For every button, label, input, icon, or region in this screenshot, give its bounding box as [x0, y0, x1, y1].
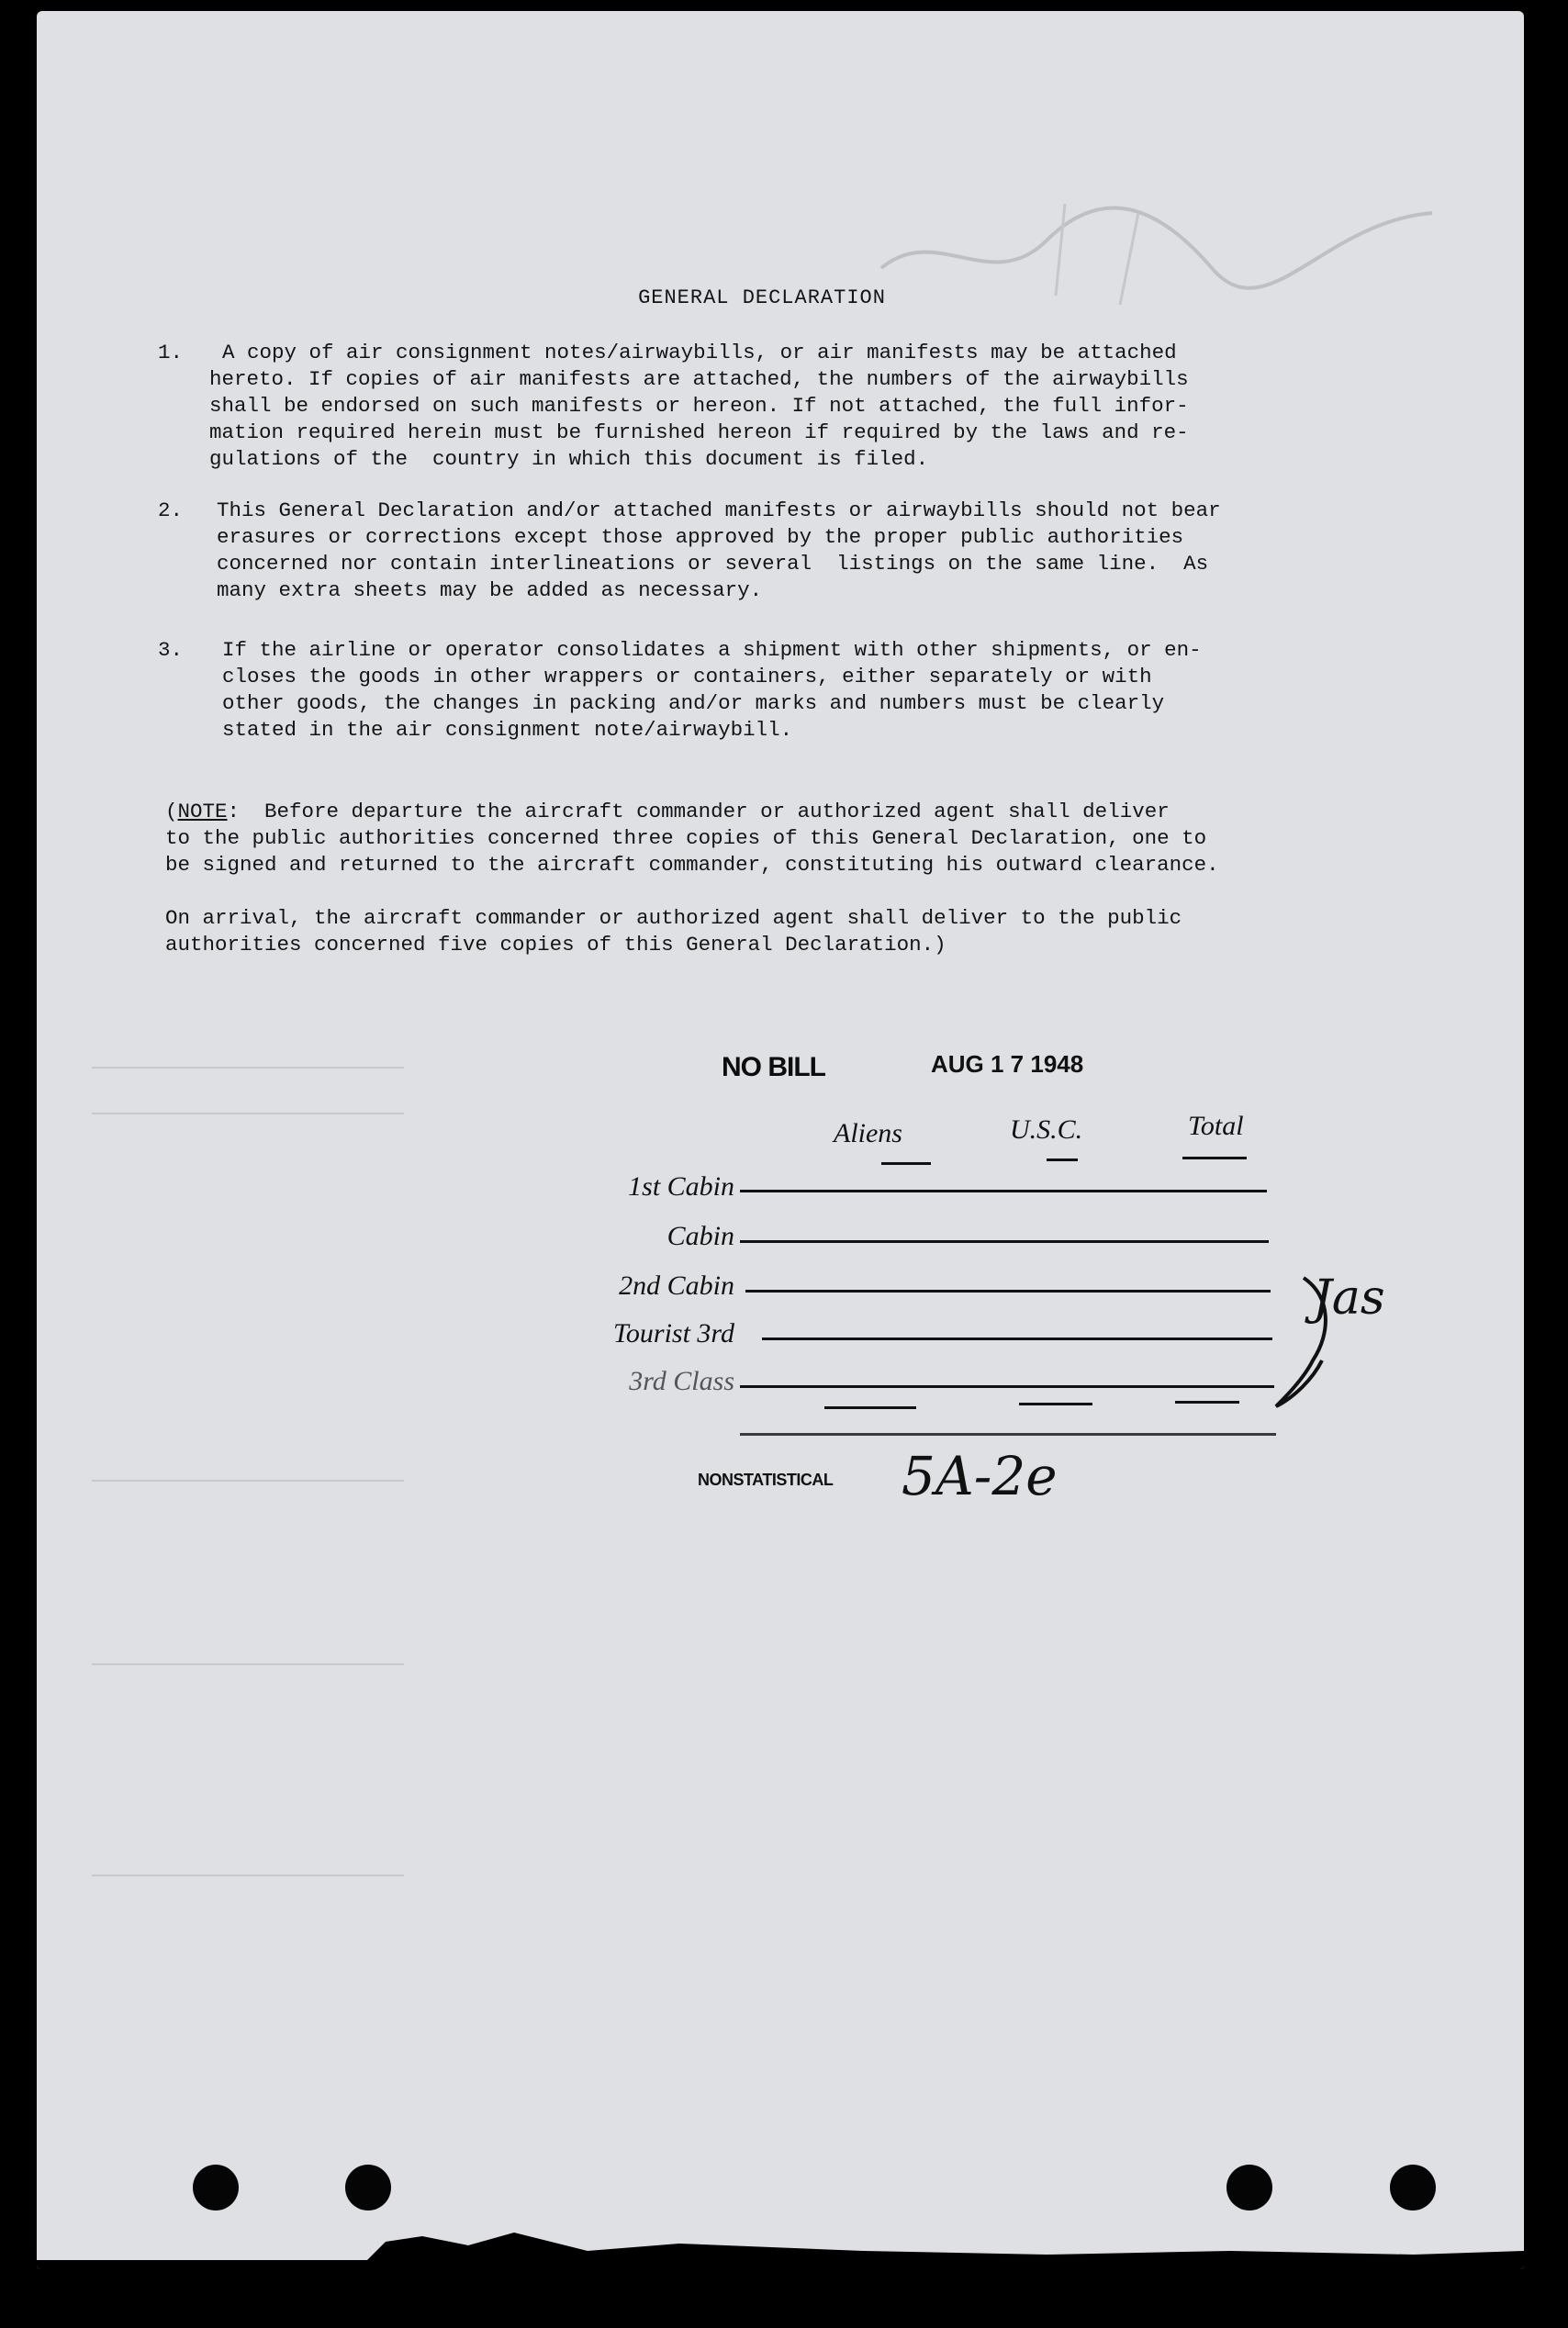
item-number: 3.	[158, 638, 184, 662]
item-line: This General Declaration and/or attached manifests or airwaybills should not bear	[217, 498, 1221, 522]
note-arrival-line: On arrival, the aircraft commander or authorized agent shall deliver to the public	[165, 906, 1182, 930]
item-number: 2.	[158, 498, 184, 522]
show-through-line	[92, 1480, 404, 1482]
column-header-usc: U.S.C.	[1010, 1114, 1083, 1145]
row-label-3rd-class: 3rd Class	[629, 1366, 734, 1396]
row-label-1st-cabin: 1st Cabin	[628, 1171, 734, 1202]
item-line: shall be endorsed on such manifests or hereon. If not attached, the full infor-	[209, 394, 1189, 418]
column-underline	[1047, 1158, 1078, 1161]
item-line: hereto. If copies of air manifests are attached, the numbers of the airwaybills	[209, 367, 1189, 391]
show-through-line	[92, 1113, 404, 1114]
column-underline	[1182, 1157, 1247, 1159]
total-dash	[1019, 1403, 1092, 1405]
note-line: be signed and returned to the aircraft commander, constituting his outward clearance.	[165, 853, 1219, 877]
punch-hole	[1390, 2165, 1436, 2210]
row-rule	[762, 1337, 1272, 1340]
document-title: GENERAL DECLARATION	[638, 286, 886, 309]
item-line: many extra sheets may be added as necessary.	[217, 578, 763, 602]
row-rule	[740, 1240, 1269, 1243]
no-bill-stamp: NO BILL	[722, 1052, 825, 1082]
item-line: stated in the air consignment note/airwaybill.	[222, 718, 793, 742]
row-label-cabin: Cabin	[666, 1221, 734, 1251]
column-underline	[881, 1162, 931, 1165]
nonstatistical-stamp: NONSTATISTICAL	[698, 1471, 834, 1489]
punch-hole	[345, 2165, 391, 2210]
torn-edge	[37, 2223, 1524, 2269]
item-line: erasures or corrections except those approved by the proper public authorities	[217, 525, 1184, 549]
row-rule	[740, 1385, 1274, 1388]
row-rule	[740, 1433, 1276, 1436]
item-line: A copy of air consignment notes/airwaybills, or air manifests may be attached	[222, 341, 1177, 364]
show-through-line	[92, 1067, 404, 1069]
punch-hole	[1226, 2165, 1272, 2210]
item-line: If the airline or operator consolidates a shipment with other shipments, or en-	[222, 638, 1202, 662]
note-label: NOTE	[177, 800, 228, 823]
item-line: concerned nor contain interlineations or several listings on the same line. As	[217, 552, 1209, 576]
handwritten-code: 5A-2e	[902, 1445, 1058, 1507]
item-line: other goods, the changes in packing and/or marks and numbers must be clearly	[222, 691, 1165, 715]
column-header-total: Total	[1188, 1111, 1244, 1141]
note-line: : Before departure the aircraft commander or authorized agent shall deliver	[227, 800, 1170, 823]
row-rule	[745, 1290, 1271, 1293]
punch-hole	[193, 2165, 239, 2210]
column-header-aliens: Aliens	[834, 1118, 902, 1148]
show-through-line	[92, 1663, 404, 1665]
note-line: to the public authorities concerned three copies of this General Declaration, one to	[165, 826, 1207, 850]
row-label-tourist-3rd: Tourist 3rd	[612, 1318, 734, 1349]
total-dash	[824, 1406, 916, 1409]
handwritten-initials: Jas	[1313, 1270, 1385, 1326]
note-arrival-line: authorities concerned five copies of this General Declaration.)	[165, 933, 946, 957]
item-line: closes the goods in other wrappers or containers, either separately or with	[222, 665, 1152, 688]
document-page: GENERAL DECLARATION 1. A copy of air consignment notes/airwaybills, or air manifests may be attached hereto. If copies of air manifests are attached, the numbers of the airwaybills shall be endorsed on such manifests or hereon. If not attached, the full infor- mation required herein must be furnished hereon if required by the laws and re- gulations of the country in which this document is filed. 2. This General Declaration and/or attached manifests or airwaybills should not bear erasures or corrections except those approved by the proper public authorities concerned nor contain interlineations or several listings on the same line. As many extra sheets may be added as necessary. 3. If the airline or operator consolidates a shipment with other shipments, or en- closes the goods in other wrappers or containers, either separately or with other goods, the changes in packing and/or marks and numbers must be clearly stated in the air consignment note/airwaybill. (NOTE: Before departure the aircraft commander or authorized agent shall deliver to the public authorities concerned three copies of this General Declaration, one to be signed and returned to the aircraft commander, constituting his outward clearance. On arrival, the aircraft commander or authorized agent shall deliver to the public authorities concerned five copies of this General Declaration.) NO BILL AUG 1 7 1948 Aliens U.S.C. Total 1st Cabin Cabin 2nd Cabin Tourist 3rd 3rd Class NONSTATISTICAL 5A-2e Jas	[37, 11, 1524, 2269]
item-line: gulations of the country in which this document is filed.	[209, 447, 929, 471]
date-stamp: AUG 1 7 1948	[931, 1050, 1084, 1078]
item-number: 1.	[158, 341, 184, 364]
show-through-line	[92, 1875, 404, 1876]
row-rule	[740, 1190, 1267, 1192]
item-line: mation required herein must be furnished hereon if required by the laws and re-	[209, 420, 1189, 444]
total-dash	[1175, 1401, 1239, 1404]
row-label-2nd-cabin: 2nd Cabin	[619, 1270, 734, 1301]
